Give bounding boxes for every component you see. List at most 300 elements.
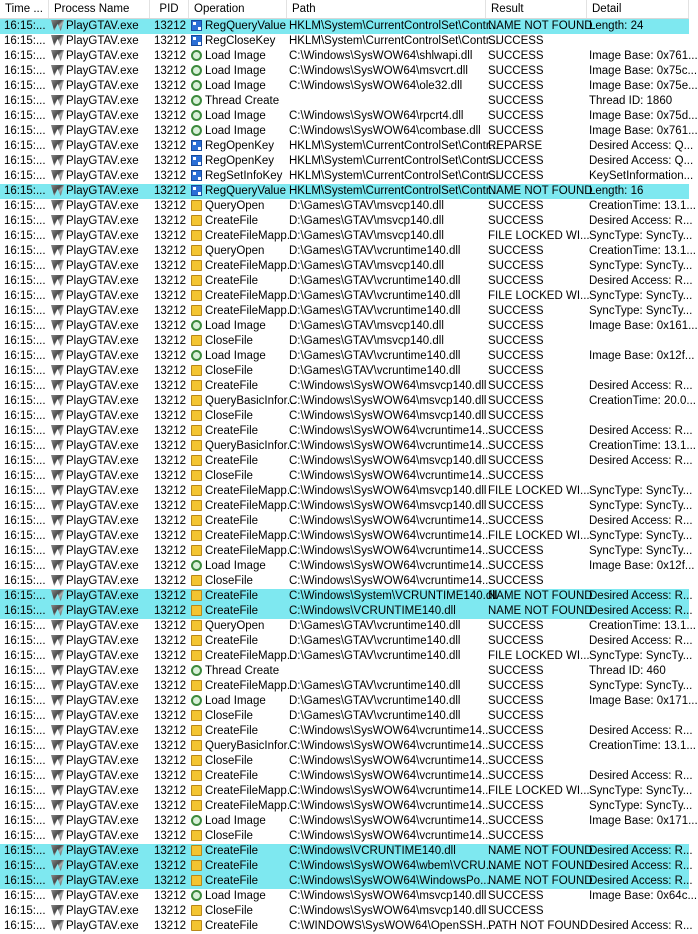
event-row[interactable] [0,34,689,49]
cell-operation [189,349,287,364]
cell-detail: Desired Access: R... [589,380,693,392]
cell-operation [189,919,287,934]
cell-path: D:\Games\GTAV\vcruntime140.dll [289,635,461,647]
cell-time: 16:15:... [4,170,46,182]
cell-path: D:\Games\GTAV\msvcp140.dll [289,230,444,242]
cell-detail: SyncType: SyncTy... [589,800,693,812]
cell-pid: 13212 [154,305,186,317]
operation-name: QueryOpen [205,620,265,632]
operation-name: Load Image [205,80,266,92]
cell-result: PATH NOT FOUND [488,920,589,932]
cell-operation [189,889,287,904]
gtav-process-icon [51,380,64,391]
cell-result: NAME NOT FOUND [488,875,593,887]
cell-result: SUCCESS [488,500,544,512]
cell-path: C:\Windows\SysWOW64\msvcp140.dll [289,455,487,467]
cell-operation [189,499,297,514]
process-name: PlayGTAV.exe [66,605,139,617]
event-row[interactable] [0,649,693,664]
event-row[interactable] [0,889,698,904]
file-icon [191,920,202,931]
cell-operation [189,874,287,889]
cell-path: C:\Windows\SysWOW64\vcruntime14... [289,530,492,542]
event-row[interactable] [0,679,693,694]
gtav-process-icon [51,695,64,706]
gtav-process-icon [51,245,64,256]
event-row[interactable] [0,259,693,274]
event-row[interactable] [0,214,693,229]
cell-pid: 13212 [154,905,186,917]
cell-process [49,334,150,349]
operation-name: CloseFile [205,905,253,917]
cell-detail: Desired Access: R... [589,605,693,617]
event-row[interactable] [0,454,693,469]
operation-name: CreateFile [205,635,259,647]
event-row[interactable] [0,814,698,829]
cell-pid: 13212 [154,35,186,47]
event-row[interactable] [0,199,696,214]
cell-process [49,244,150,259]
event-row[interactable] [0,499,693,514]
cell-operation [189,199,287,214]
cell-pid: 13212 [154,335,186,347]
cell-detail: SyncType: SyncTy... [589,785,693,797]
cell-result: NAME NOT FOUND [488,605,593,617]
event-row[interactable] [0,394,696,409]
cell-detail: CreationTime: 13.1... [589,245,696,257]
event-row[interactable] [0,859,693,874]
cell-path: C:\Windows\SysWOW64\msvcrt.dll [289,65,468,77]
cell-detail: SyncType: SyncTy... [589,530,693,542]
cell-pid: 13212 [154,875,186,887]
cell-pid: 13212 [154,635,186,647]
event-row[interactable] [0,904,689,919]
event-row[interactable] [0,874,693,889]
event-row[interactable] [0,844,693,859]
cell-pid: 13212 [154,455,186,467]
cell-result: SUCCESS [488,710,544,722]
cell-time: 16:15:... [4,395,46,407]
cell-path: D:\Games\GTAV\vcruntime140.dll [289,275,461,287]
cell-pid: 13212 [154,545,186,557]
cell-detail: SyncType: SyncTy... [589,260,693,272]
process-name: PlayGTAV.exe [66,200,139,212]
gtav-process-icon [51,80,64,91]
file-icon [191,500,202,511]
event-row[interactable] [0,244,696,259]
event-row[interactable] [0,424,693,439]
file-icon [191,410,202,421]
event-row[interactable] [0,94,689,109]
cell-result: NAME NOT FOUND [488,185,593,197]
cell-detail: Desired Access: R... [589,425,693,437]
cell-process [49,694,150,709]
cell-path: C:\Windows\SysWOW64\vcruntime14... [289,545,492,557]
cell-result: SUCCESS [488,395,544,407]
event-row[interactable] [0,574,689,589]
event-row[interactable] [0,559,695,574]
file-icon [191,590,202,601]
cell-process [49,859,150,874]
gtav-process-icon [51,200,64,211]
file-icon [191,365,202,376]
file-icon [191,305,202,316]
gtav-process-icon [51,890,64,901]
cell-result: SUCCESS [488,260,544,272]
cell-detail: Image Base: 0x12f... [589,350,695,362]
event-row[interactable] [0,349,695,364]
column-header-pid[interactable]: PID [150,0,189,18]
cell-pid: 13212 [154,815,186,827]
cell-result: SUCCESS [488,125,544,137]
process-name: PlayGTAV.exe [66,350,139,362]
gtav-process-icon [51,770,64,781]
event-row[interactable] [0,919,693,934]
registry-icon [191,20,202,31]
cell-time: 16:15:... [4,95,46,107]
gtav-process-icon [51,665,64,676]
cell-time: 16:15:... [4,350,46,362]
file-icon [191,875,202,886]
cell-result: SUCCESS [488,170,544,182]
cell-detail: SyncType: SyncTy... [589,545,693,557]
event-row[interactable] [0,709,689,724]
operation-name: CreateFileMapp... [205,500,297,512]
cell-result: SUCCESS [488,410,544,422]
process-name: PlayGTAV.exe [66,155,139,167]
operation-name: Load Image [205,815,266,827]
process-name: PlayGTAV.exe [66,905,139,917]
process-name: PlayGTAV.exe [66,65,139,77]
file-icon [191,380,202,391]
event-row[interactable] [0,124,698,139]
cell-operation [189,34,287,49]
cell-operation [189,784,297,799]
cell-pid: 13212 [154,275,186,287]
cell-time: 16:15:... [4,515,46,527]
cell-process [49,184,150,199]
cell-path: C:\Windows\SysWOW64\msvcp140.dll [289,485,487,497]
column-header-bar [0,0,689,19]
cell-result: REPARSE [488,140,543,152]
event-row[interactable] [0,109,698,124]
gtav-process-icon [51,215,64,226]
event-row[interactable] [0,589,693,604]
event-row[interactable] [0,319,698,334]
cell-process [49,664,150,679]
cell-path: C:\Windows\SysWOW64\msvcp140.dll [289,890,487,902]
cell-detail: Image Base: 0x75c... [589,65,698,77]
event-row[interactable] [0,19,689,34]
cell-result: FILE LOCKED WI... [488,785,590,797]
cell-process [49,769,150,784]
gtav-process-icon [51,275,64,286]
operation-name: CloseFile [205,365,253,377]
cell-time: 16:15:... [4,290,46,302]
event-row[interactable] [0,334,689,349]
column-header-result[interactable]: Result [486,0,587,18]
cell-path: C:\Windows\SysWOW64\vcruntime14... [289,575,492,587]
cell-result: SUCCESS [488,95,544,107]
cell-result: SUCCESS [488,80,544,92]
cell-pid: 13212 [154,140,186,152]
event-row[interactable] [0,484,693,499]
gtav-process-icon [51,500,64,511]
process-activity-icon [191,65,202,76]
cell-pid: 13212 [154,740,186,752]
cell-time: 16:15:... [4,155,46,167]
operation-name: CreateFile [205,590,259,602]
column-header-detail[interactable]: Detail [587,0,689,18]
event-row[interactable] [0,289,693,304]
cell-detail: Image Base: 0x75d... [589,110,698,122]
event-row[interactable] [0,304,693,319]
cell-pid: 13212 [154,185,186,197]
column-header-time[interactable]: Time ... [0,0,49,18]
cell-path: HKLM\System\CurrentControlSet\Contr... [289,170,499,182]
operation-name: CreateFile [205,455,259,467]
operation-name: QueryOpen [205,245,265,257]
gtav-process-icon [51,620,64,631]
cell-path: C:\Windows\SysWOW64\vcruntime14... [289,740,492,752]
cell-process [49,169,150,184]
cell-time: 16:15:... [4,365,46,377]
cell-time: 16:15:... [4,560,46,572]
cell-operation [189,634,287,649]
event-row[interactable] [0,469,689,484]
event-row[interactable] [0,784,693,799]
cell-operation [189,754,287,769]
gtav-process-icon [51,830,64,841]
operation-name: CreateFileMapp... [205,680,297,692]
gtav-process-icon [51,365,64,376]
cell-path: D:\Games\GTAV\msvcp140.dll [289,335,444,347]
process-name: PlayGTAV.exe [66,845,139,857]
event-row[interactable] [0,169,694,184]
gtav-process-icon [51,425,64,436]
process-name: PlayGTAV.exe [66,50,139,62]
event-row[interactable] [0,724,693,739]
file-icon [191,785,202,796]
cell-process [49,379,150,394]
cell-result: SUCCESS [488,35,544,47]
cell-path: HKLM\System\CurrentControlSet\Contr... [289,185,499,197]
cell-detail: SyncType: SyncTy... [589,290,693,302]
event-row[interactable] [0,154,694,169]
file-icon [191,905,202,916]
cell-pid: 13212 [154,500,186,512]
file-icon [191,200,202,211]
cell-process [49,739,150,754]
operation-name: CreateFileMapp... [205,230,297,242]
cell-operation [189,829,287,844]
event-row[interactable] [0,739,696,754]
operation-name: CreateFileMapp... [205,530,297,542]
operation-name: CreateFile [205,860,259,872]
gtav-process-icon [51,320,64,331]
cell-detail: Image Base: 0x761... [589,125,698,137]
cell-path: C:\Windows\SysWOW64\vcruntime14... [289,560,492,572]
event-row[interactable] [0,694,698,709]
gtav-process-icon [51,470,64,481]
cell-detail: SyncType: SyncTy... [589,500,693,512]
process-name: PlayGTAV.exe [66,515,139,527]
cell-detail: Desired Access: R... [589,920,693,932]
process-activity-icon [191,125,202,136]
process-name: PlayGTAV.exe [66,545,139,557]
operation-name: Load Image [205,110,266,122]
process-name: PlayGTAV.exe [66,320,139,332]
cell-pid: 13212 [154,860,186,872]
cell-detail: Image Base: 0x161... [589,320,698,332]
cell-detail: CreationTime: 13.1... [589,620,696,632]
gtav-process-icon [51,305,64,316]
cell-time: 16:15:... [4,905,46,917]
cell-operation [189,589,287,604]
cell-result: SUCCESS [488,305,544,317]
event-row[interactable] [0,619,696,634]
cell-pid: 13212 [154,560,186,572]
cell-time: 16:15:... [4,455,46,467]
event-row[interactable] [0,544,693,559]
registry-icon [191,140,202,151]
gtav-process-icon [51,260,64,271]
event-row[interactable] [0,184,689,199]
cell-time: 16:15:... [4,740,46,752]
gtav-process-icon [51,335,64,346]
event-row[interactable] [0,529,693,544]
operation-name: Thread Create [205,665,280,677]
cell-detail: Desired Access: R... [589,590,693,602]
process-name: PlayGTAV.exe [66,245,139,257]
operation-name: CreateFileMapp... [205,305,297,317]
cell-time: 16:15:... [4,470,46,482]
cell-time: 16:15:... [4,80,46,92]
cell-detail [587,34,689,49]
event-row[interactable] [0,64,698,79]
cell-pid: 13212 [154,665,186,677]
cell-detail: CreationTime: 13.1... [589,440,696,452]
gtav-process-icon [51,815,64,826]
file-icon [191,770,202,781]
event-row[interactable] [0,49,698,64]
gtav-process-icon [51,635,64,646]
cell-operation [189,469,287,484]
event-row[interactable] [0,769,693,784]
event-row[interactable] [0,604,693,619]
cell-path: C:\Windows\SysWOW64\shlwapi.dll [289,50,473,62]
process-activity-icon [191,50,202,61]
cell-result: SUCCESS [488,425,544,437]
event-row[interactable] [0,229,693,244]
operation-name: CreateFileMapp... [205,800,297,812]
column-header-process[interactable]: Process Name [49,0,150,18]
cell-pid: 13212 [154,215,186,227]
cell-path: D:\Games\GTAV\vcruntime140.dll [289,245,461,257]
cell-process [49,514,150,529]
cell-detail: Desired Access: R... [589,215,693,227]
cell-pid: 13212 [154,350,186,362]
process-name: PlayGTAV.exe [66,335,139,347]
cell-process [49,199,150,214]
operation-name: CloseFile [205,710,253,722]
column-header-path[interactable]: Path [287,0,486,18]
cell-result: SUCCESS [488,470,544,482]
cell-detail: SyncType: SyncTy... [589,230,693,242]
cell-path: HKLM\System\CurrentControlSet\Contr... [289,20,499,32]
cell-result: SUCCESS [488,680,544,692]
event-row[interactable] [0,364,689,379]
cell-process [49,904,150,919]
operation-name: CreateFile [205,515,259,527]
event-row[interactable] [0,754,689,769]
cell-result: SUCCESS [488,560,544,572]
event-row[interactable] [0,409,689,424]
cell-time: 16:15:... [4,35,46,47]
cell-operation [189,259,297,274]
cell-time: 16:15:... [4,920,46,932]
event-row[interactable] [0,829,689,844]
cell-time: 16:15:... [4,260,46,272]
cell-time: 16:15:... [4,485,46,497]
cell-pid: 13212 [154,50,186,62]
cell-operation [189,124,287,139]
process-name: PlayGTAV.exe [66,80,139,92]
cell-result: SUCCESS [488,335,544,347]
cell-detail [587,754,689,769]
gtav-process-icon [51,20,64,31]
process-name: PlayGTAV.exe [66,425,139,437]
cell-process [49,409,150,424]
cell-operation [189,184,287,199]
cell-pid: 13212 [154,830,186,842]
cell-path [287,94,486,109]
column-header-operation[interactable]: Operation [189,0,287,18]
cell-detail: Image Base: 0x171... [589,695,698,707]
operation-name: CreateFile [205,875,259,887]
event-row[interactable] [0,634,693,649]
operation-name: CreateFile [205,275,259,287]
event-row[interactable] [0,514,693,529]
cell-pid: 13212 [154,425,186,437]
cell-time: 16:15:... [4,710,46,722]
event-row[interactable] [0,799,693,814]
cell-path: C:\Windows\SysWOW64\WindowsPo... [289,875,490,887]
cell-process [49,124,150,139]
cell-operation [189,649,297,664]
process-name: PlayGTAV.exe [66,215,139,227]
event-row[interactable] [0,664,689,679]
event-row[interactable] [0,439,696,454]
cell-process [49,889,150,904]
cell-process [49,49,150,64]
cell-pid: 13212 [154,605,186,617]
cell-time: 16:15:... [4,440,46,452]
cell-path: C:\Windows\SysWOW64\vcruntime14... [289,815,492,827]
event-row[interactable] [0,139,694,154]
cell-detail: Desired Access: R... [589,860,693,872]
cell-detail: Desired Access: Q... [589,140,694,152]
event-row[interactable] [0,379,693,394]
cell-process [49,799,150,814]
cell-pid: 13212 [154,380,186,392]
cell-path: C:\WINDOWS\SysWOW64\OpenSSH... [289,920,493,932]
event-row[interactable] [0,79,698,94]
operation-name: CloseFile [205,755,253,767]
process-activity-icon [191,560,202,571]
event-row[interactable] [0,274,693,289]
cell-pid: 13212 [154,785,186,797]
